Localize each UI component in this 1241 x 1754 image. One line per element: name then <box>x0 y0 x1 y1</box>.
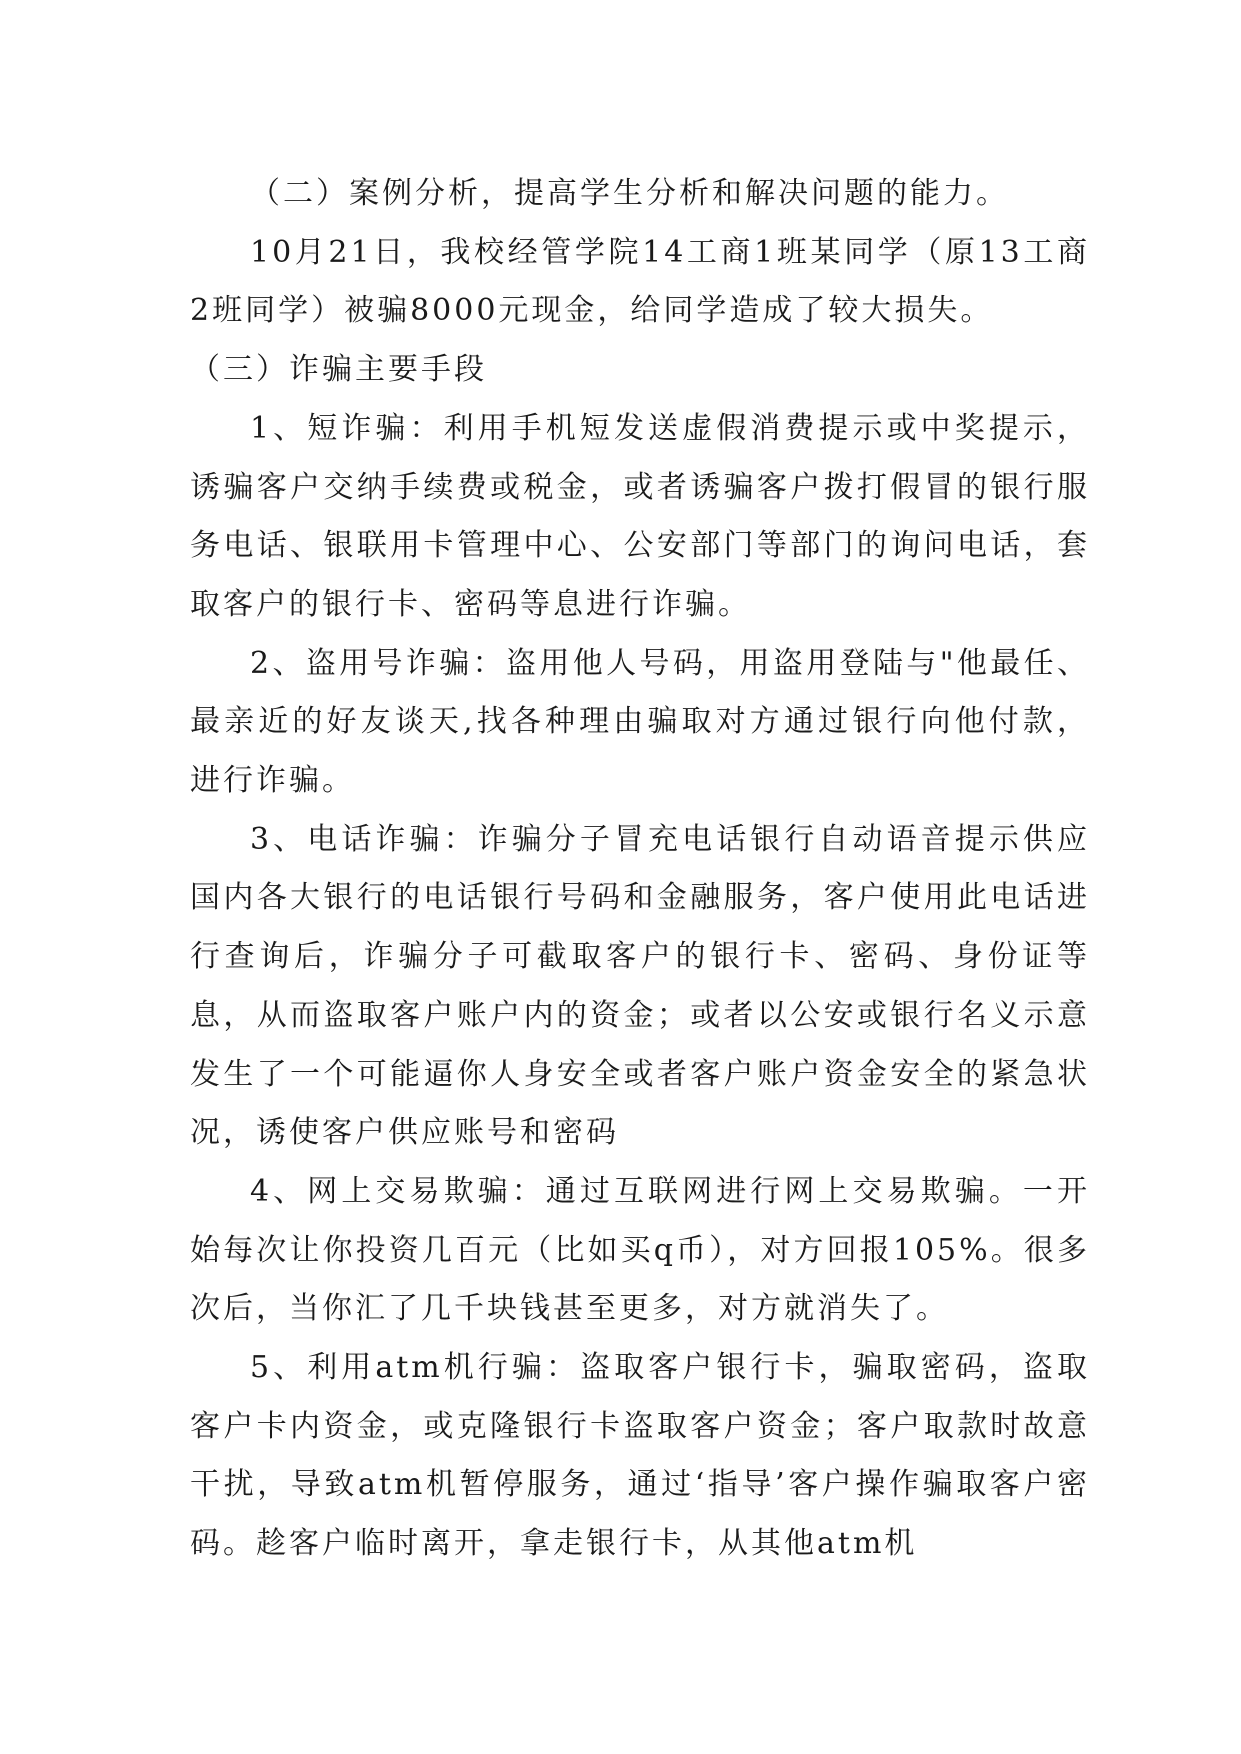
document-body <box>190 165 1090 1574</box>
paragraph-online-trade-fraud: 4、网上交易欺骗：通过互联网进行网上交易欺骗。一开始每次让你投资几百元（比如买q币），对方回报105%。很多次后，当你汇了几千块钱甚至更多，对方就消失了。 <box>190 1173 1090 1327</box>
paragraph-case-description: 10月21日，我校经管学院14工商1班某同学（原13工商2班同学）被骗8000元现金，给同学造成了较大损失。 <box>190 234 1090 329</box>
section-heading-case-analysis: （二）案例分析，提高学生分析和解决问题的能力。 <box>250 176 1009 211</box>
paragraph-account-theft-fraud: 2、盗用号诈骗：盗用他人号码，用盗用登陆与"他最任、最亲近的好友谈天,找各种理由骗取对方通过银行向他付款，进行诈骗。 <box>190 645 1090 799</box>
paragraph-sms-fraud: 1、短诈骗：利用手机短发送虚假消费提示或中奖提示，诱骗客户交纳手续费或税金，或者诱骗客户拨打假冒的银行服务电话、银联用卡管理中心、公安部门等部门的询问电话，套取客户的银行卡、密码等息进行诈骗。 <box>190 410 1090 622</box>
section-heading-fraud-methods: （三）诈骗主要手段 <box>190 352 487 388</box>
paragraph-phone-fraud: 3、电话诈骗：诈骗分子冒充电话银行自动语音提示供应国内各大银行的电话银行号码和金融服务，客户使用此电话进行查询后，诈骗分子可截取客户的银行卡、密码、身份证等息，从而盗取客户账户内的资金；或者以公安或银行名义示意发生了一个可能逼你人身安全或者客户账户资金安全的紧急状况，诱使客户供应账号和密码 <box>190 821 1090 1151</box>
paragraph-atm-fraud: 5、利用atm机行骗：盗取客户银行卡，骗取密码，盗取客户卡内资金，或克隆银行卡盗取客户资金；客户取款时故意干扰，导致atm机暂停服务，通过‘指导’客户操作骗取客户密码。趁客户临时离开，拿走银行卡，从其他atm机 <box>190 1350 1090 1562</box>
